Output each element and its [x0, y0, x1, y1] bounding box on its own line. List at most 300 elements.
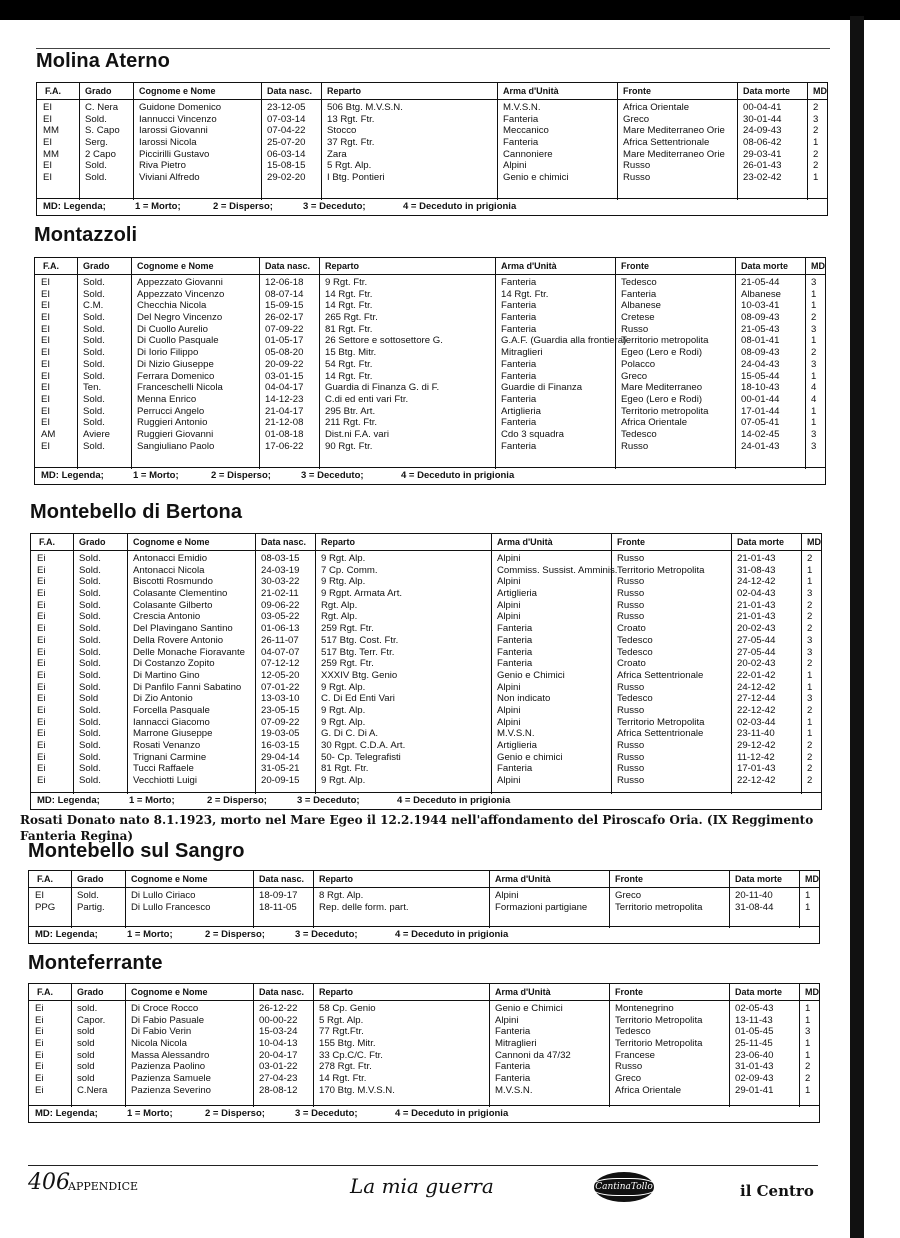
header-cell: Cognome e Nome	[139, 86, 216, 96]
column-reparto	[325, 277, 443, 452]
table-cell: Territorio Metropolita	[615, 1038, 703, 1050]
table-cell: EI	[41, 382, 51, 394]
table-cell: 14 Rgt. Ftr.	[325, 370, 373, 382]
table-cell: Serg.	[85, 137, 108, 149]
table-cell: Sold.	[83, 288, 105, 300]
table-cell: XXXIV Btg. Genio	[321, 669, 398, 681]
table-cell: Genio e Chimici	[497, 669, 565, 681]
header-cell: Data nasc.	[265, 261, 311, 271]
column-divider	[491, 534, 492, 794]
md-legend	[37, 198, 827, 215]
table-header	[29, 984, 819, 1001]
table-cell: Ei	[37, 740, 46, 751]
table-cell: Russo	[617, 588, 645, 600]
table-cell: M.V.S.N.	[497, 728, 535, 740]
legend-item: 4 = Deceduto in prigionia	[401, 470, 515, 481]
table-cell: EI	[41, 405, 51, 417]
table-cell: 10-04-13	[259, 1038, 298, 1050]
column-divider	[609, 871, 610, 928]
table-cell: Russo	[615, 1061, 643, 1073]
table-cell: 21-01-43	[737, 599, 776, 611]
table-cell: Alpini	[495, 1014, 519, 1026]
table-cell: Mitraglieri	[495, 1038, 537, 1050]
column-divider	[807, 83, 808, 200]
header-cell: Grado	[85, 86, 112, 96]
table-cell: Russo	[617, 763, 645, 775]
table-cell: 27-12-44	[737, 693, 776, 705]
table-cell: Ei	[35, 1014, 44, 1026]
table-cell: 517 Btg. Terr. Ftr.	[321, 646, 395, 658]
table-cell: 00-00-22	[259, 1014, 298, 1026]
table-cell: Sold.	[83, 393, 105, 405]
table-cell: 21-12-08	[265, 417, 304, 429]
table-cell: Iannucci Vincenzo	[139, 113, 217, 125]
header-cell: Arma d'Unità	[495, 987, 551, 997]
table-cell: Cdo 3 squadra	[501, 428, 564, 440]
table-cell: Fanteria	[503, 113, 539, 125]
table-cell: 3	[807, 693, 813, 705]
table-cell: 259 Rgt. Ftr.	[321, 658, 374, 670]
column-divider	[729, 984, 730, 1107]
table-cell: S. Capo	[85, 125, 120, 137]
table-cell: 08-09-43	[741, 312, 780, 324]
table-cell: 06-03-14	[267, 148, 306, 160]
table-cell: 02-03-44	[737, 716, 776, 728]
table-cell: Sold.	[79, 716, 101, 728]
table-cell: Fanteria	[497, 763, 533, 775]
table-cell: 08-01-41	[741, 335, 780, 347]
table-cell: Rgt. Alp.	[321, 611, 358, 623]
table-cell: Territorio Metropolita	[617, 564, 705, 576]
table-cell: Fanteria	[501, 300, 537, 312]
column-morte	[741, 277, 781, 452]
table-cell: 3	[807, 646, 813, 658]
table-cell: EI	[41, 323, 51, 335]
column-divider	[489, 984, 490, 1107]
column-arma	[501, 277, 626, 452]
table-cell: 04-04-17	[265, 382, 304, 394]
table-cell: Tedesco	[621, 277, 657, 288]
table-cell: Ei	[37, 693, 46, 705]
table-cell: Sold.	[79, 740, 101, 751]
table-cell: 29-02-20	[267, 172, 306, 184]
table-cell: Egeo (Lero e Rodi)	[621, 393, 703, 405]
table-cell: 2	[811, 312, 817, 324]
table-cell: 24-12-42	[737, 576, 776, 588]
table-cell: Artiglieria	[497, 740, 537, 751]
casualty-table	[28, 870, 820, 944]
table-cell: 10-03-41	[741, 300, 780, 312]
table-cell: 9 Rgt. Alp.	[321, 681, 366, 693]
column-reparto	[321, 553, 405, 787]
table-cell: 1	[811, 405, 817, 417]
column-divider	[131, 258, 132, 469]
header-cell: Data morte	[735, 987, 783, 997]
table-cell: Alpini	[495, 890, 519, 901]
column-arma	[495, 890, 587, 913]
column-grado	[85, 102, 120, 184]
legend-item: 3 = Deceduto;	[301, 470, 364, 481]
table-cell: Ei	[37, 564, 46, 576]
column-morte	[737, 553, 775, 787]
table-cell: 20-09-22	[265, 358, 304, 370]
header-cell: Data nasc.	[267, 86, 313, 96]
column-divider	[133, 83, 134, 200]
table-cell: 13-03-10	[261, 693, 300, 705]
md-legend	[35, 467, 825, 484]
page-number: 406	[28, 1170, 70, 1195]
table-cell: 1	[807, 728, 813, 740]
column-divider	[497, 83, 498, 200]
table-cell: Ei	[37, 681, 46, 693]
table-cell: Aviere	[83, 428, 111, 440]
table-cell: Iarossi Giovanni	[139, 125, 208, 137]
column-morte	[743, 102, 781, 184]
table-cell: Ei	[37, 623, 46, 635]
table-cell: 2	[807, 599, 813, 611]
header-cell: Cognome e Nome	[137, 261, 214, 271]
table-cell: 01-06-13	[261, 623, 300, 635]
column-divider	[489, 871, 490, 928]
table-cell: Africa Orientale	[621, 417, 688, 429]
table-cell: Sold.	[83, 370, 105, 382]
table-cell: 37 Rgt. Ftr.	[327, 137, 375, 149]
table-cell: 21-05-44	[741, 277, 780, 288]
table-cell: Viviani Alfredo	[139, 172, 200, 184]
table-cell: 26-11-07	[261, 634, 299, 646]
column-divider	[609, 984, 610, 1107]
table-cell: 54 Rgt. Ftr.	[325, 358, 373, 370]
table-cell: 278 Rgt. Ftr.	[319, 1061, 372, 1073]
table-cell: Albanese	[621, 300, 662, 312]
table-cell: Mitraglieri	[501, 347, 543, 359]
table-cell: Sangiuliano Paolo	[137, 440, 215, 452]
table-cell: 9 Rgt. Alp.	[321, 704, 366, 716]
legend-item: 2 = Disperso;	[205, 929, 265, 940]
table-cell: Fanteria	[495, 1073, 531, 1085]
table-cell: Pazienza Severino	[131, 1084, 211, 1096]
table-cell: 27-05-44	[737, 634, 776, 646]
table-cell: 20-02-43	[737, 658, 776, 670]
table-cell: Sold.	[79, 658, 101, 670]
table-cell: 2	[807, 553, 813, 564]
column-divider	[253, 871, 254, 928]
table-cell: Fanteria	[497, 646, 533, 658]
table-cell: 265 Rgt. Ftr.	[325, 312, 378, 324]
table-cell: 13 Rgt. Ftr.	[327, 113, 375, 125]
table-cell: 506 Btg. M.V.S.N.	[327, 102, 403, 113]
table-cell: Russo	[617, 553, 645, 564]
table-cell: 3	[805, 1026, 811, 1038]
table-cell: 1	[805, 1038, 811, 1050]
section-title: Montebello sul Sangro	[28, 840, 245, 862]
table-cell: EI	[43, 172, 53, 184]
header-cell: Fronte	[615, 987, 643, 997]
column-fa	[37, 553, 46, 787]
table-cell: Ei	[37, 751, 46, 763]
column-divider	[321, 83, 322, 200]
column-divider	[731, 534, 732, 794]
table-cell: 20-11-40	[735, 890, 773, 901]
header-cell: Grado	[83, 261, 110, 271]
table-cell: Delle Monache Fioravante	[133, 646, 245, 658]
header-cell: Arma d'Unità	[503, 86, 559, 96]
column-grado	[77, 1003, 107, 1097]
table-cell: Alpini	[497, 611, 521, 623]
table-cell: Russo	[617, 576, 645, 588]
column-nasc	[261, 553, 299, 787]
table-cell: 07-01-22	[261, 681, 300, 693]
table-cell: 03-01-22	[259, 1061, 298, 1073]
table-cell: 1	[805, 1049, 811, 1061]
table-cell: 50- Cp. Telegrafisti	[321, 751, 401, 763]
table-cell: Rosati Venanzo	[133, 740, 201, 751]
table-header	[37, 83, 827, 100]
legend-item: 2 = Disperso;	[213, 201, 273, 212]
table-cell: Crescia Antonio	[133, 611, 201, 623]
table-cell: 8 Rgt. Alp.	[319, 890, 364, 901]
table-cell: 14-02-45	[741, 428, 780, 440]
table-cell: G. Di C. Di A.	[321, 728, 379, 740]
legend-item: MD: Legenda;	[43, 201, 106, 212]
table-cell: 29-12-42	[737, 740, 776, 751]
table-cell: C.di ed enti vari Ftr.	[325, 393, 409, 405]
table-cell: Cannoniere	[503, 148, 553, 160]
table-cell: M.V.S.N.	[503, 102, 541, 113]
column-fa	[41, 277, 55, 452]
column-divider	[127, 534, 128, 794]
column-divider	[71, 984, 72, 1107]
table-cell: Sold.	[79, 728, 101, 740]
table-cell: Ei	[37, 658, 46, 670]
table-cell: 2	[807, 611, 813, 623]
table-cell: EI	[41, 288, 51, 300]
table-cell: Egeo (Lero e Rodi)	[621, 347, 703, 359]
cantina-tollo-logo	[594, 1172, 654, 1202]
header-cell: Fronte	[623, 86, 651, 96]
table-cell: Artiglieria	[501, 405, 541, 417]
header-cell: Arma d'Unità	[495, 874, 551, 884]
table-cell: 31-05-21	[261, 763, 300, 775]
table-cell: G.A.F. (Guardia alla frontiera)	[501, 335, 627, 347]
table-cell: 2	[807, 658, 813, 670]
table-cell: 211 Rgt. Ftr.	[325, 417, 378, 429]
table-cell: 14 Rgt. Ftr.	[319, 1073, 367, 1085]
table-cell: 2	[807, 763, 813, 775]
table-cell: EI	[41, 277, 51, 288]
table-cell: Marrone Giuseppe	[133, 728, 213, 740]
table-cell: Trignani Carmine	[133, 751, 207, 763]
table-cell: 2	[813, 125, 819, 137]
legend-item: 4 = Deceduto in prigionia	[397, 795, 511, 806]
table-cell: Territorio metropolita	[621, 335, 709, 347]
table-cell: Ei	[35, 1061, 44, 1073]
table-cell: 19-03-05	[261, 728, 300, 740]
table-cell: 24-03-19	[261, 564, 300, 576]
table-cell: Tucci Raffaele	[133, 763, 194, 775]
table-cell: Artiglieria	[497, 588, 537, 600]
table-cell: 155 Btg. Mitr.	[319, 1038, 376, 1050]
table-cell: 3	[807, 634, 813, 646]
table-cell: C.Nera	[77, 1084, 108, 1096]
table-cell: Guardia di Finanza G. di F.	[325, 382, 440, 394]
table-cell: 03-05-22	[261, 611, 300, 623]
table-cell: Croato	[617, 623, 646, 635]
column-divider	[729, 871, 730, 928]
column-arma	[497, 553, 617, 787]
header-cell: Fronte	[615, 874, 643, 884]
legend-item: 4 = Deceduto in prigionia	[395, 929, 509, 940]
table-cell: Del Negro Vincenzo	[137, 312, 223, 324]
table-cell: 2	[811, 347, 817, 359]
column-nome	[131, 890, 210, 913]
table-cell: Africa Orientale	[615, 1084, 682, 1096]
header-cell: Data morte	[741, 261, 789, 271]
legend-item: 1 = Morto;	[129, 795, 175, 806]
table-cell: AM	[41, 428, 56, 440]
table-cell: Di Cuollo Pasquale	[137, 335, 219, 347]
table-cell: Colasante Clementino	[133, 588, 228, 600]
table-cell: 2	[813, 102, 819, 113]
table-cell: 2	[807, 740, 813, 751]
table-cell: Guidone Domenico	[139, 102, 222, 113]
table-cell: Menna Enrico	[137, 393, 197, 405]
table-cell: Russo	[617, 681, 645, 693]
table-cell: Greco	[623, 113, 650, 125]
table-cell: Fanteria	[501, 440, 537, 452]
table-cell: Di Costanzo Zopito	[133, 658, 215, 670]
table-cell: Pazienza Paolino	[131, 1061, 206, 1073]
table-cell: Piccirilli Gustavo	[139, 148, 210, 160]
table-cell: 07-12-12	[261, 658, 300, 670]
legend-item: 1 = Morto;	[133, 470, 179, 481]
table-cell: 2	[807, 775, 813, 787]
header-cell: F.A.	[37, 987, 54, 997]
table-cell: Non indicato	[497, 693, 551, 705]
table-cell: 07-03-14	[267, 113, 306, 125]
header-cell: Reparto	[319, 874, 354, 884]
column-divider	[79, 83, 80, 200]
table-cell: Massa Alessandro	[131, 1049, 210, 1061]
table-cell: Rgt. Alp.	[321, 599, 358, 611]
table-cell: Biscotti Rosmundo	[133, 576, 213, 588]
column-divider	[71, 871, 72, 928]
table-cell: 29-04-14	[261, 751, 300, 763]
table-cell: 3	[807, 588, 813, 600]
table-cell: Iarossi Nicola	[139, 137, 197, 149]
table-cell: Stocco	[327, 125, 357, 137]
table-cell: 9 Rgt. Alp.	[321, 553, 366, 564]
table-cell: Fanteria	[495, 1026, 531, 1038]
table-cell: Ei	[35, 1003, 44, 1014]
table-cell: 3	[811, 440, 817, 452]
column-divider	[259, 258, 260, 469]
table-cell: 18-10-43	[741, 382, 780, 394]
table-cell: 04-07-07	[261, 646, 300, 658]
header-cell: F.A.	[45, 86, 62, 96]
table-cell: Appezzato Vincenzo	[137, 288, 225, 300]
table-cell: Tedesco	[621, 428, 657, 440]
table-cell: 81 Rgt. Ftr.	[321, 763, 369, 775]
table-cell: Tedesco	[617, 634, 653, 646]
column-fronte	[615, 1003, 702, 1097]
table-cell: 20-04-17	[259, 1049, 298, 1061]
table-cell: Ruggieri Giovanni	[137, 428, 214, 440]
table-cell: Sold.	[79, 553, 101, 564]
table-cell: 7 Cp. Comm.	[321, 564, 378, 576]
newspaper-name: il Centro	[740, 1182, 814, 1200]
table-cell: 09-06-22	[261, 599, 300, 611]
table-cell: Alpini	[497, 716, 521, 728]
table-cell: 3	[811, 323, 817, 335]
table-cell: Alpini	[497, 704, 521, 716]
table-cell: 2	[805, 1061, 811, 1073]
header-cell: Cognome e Nome	[131, 874, 208, 884]
table-cell: M.V.S.N.	[495, 1084, 533, 1096]
table-cell: 17-06-22	[265, 440, 304, 452]
table-cell: C.M.	[83, 300, 104, 312]
table-cell: Ei	[35, 1084, 44, 1096]
table-cell: 14-12-23	[265, 393, 304, 405]
column-nome	[139, 102, 221, 184]
table-cell: EI	[41, 300, 51, 312]
table-cell: Sold.	[83, 358, 105, 370]
table-cell: Del Plavingano Santino	[133, 623, 233, 635]
column-md	[811, 277, 816, 452]
column-grado	[79, 553, 101, 787]
table-cell: Di Lullo Francesco	[131, 901, 211, 913]
table-cell: Sold.	[79, 751, 101, 763]
table-cell: 1	[805, 890, 811, 901]
table-cell: Sold.	[83, 335, 105, 347]
legend-item: 3 = Deceduto;	[297, 795, 360, 806]
column-divider	[261, 83, 262, 200]
table-cell: Commiss. Sussist. Amminis.	[497, 564, 618, 576]
table-cell: 1	[807, 716, 813, 728]
section-title: Molina Aterno	[36, 50, 170, 72]
table-cell: Sold.	[79, 634, 101, 646]
legend-item: MD: Legenda;	[35, 1108, 98, 1119]
table-cell: Fanteria	[497, 623, 533, 635]
table-cell: 00-04-41	[743, 102, 782, 113]
header-cell: Fronte	[617, 537, 645, 547]
table-cell: 81 Rgt. Ftr.	[325, 323, 373, 335]
table-cell: 170 Btg. M.V.S.N.	[319, 1084, 395, 1096]
table-cell: Fanteria	[501, 370, 537, 382]
table-cell: Di Iorio Filippo	[137, 347, 199, 359]
column-divider	[495, 258, 496, 469]
table-cell: 26-01-43	[743, 160, 782, 172]
column-reparto	[327, 102, 403, 184]
table-cell: Cannoni da 47/32	[495, 1049, 571, 1061]
table-cell: Genio e Chimici	[495, 1003, 563, 1014]
table-cell: 2	[807, 623, 813, 635]
table-cell: 21-05-43	[741, 323, 780, 335]
table-cell: Fanteria	[497, 634, 533, 646]
table-cell: Cretese	[621, 312, 655, 324]
table-cell: Vecchiotti Luigi	[133, 775, 197, 787]
table-cell: Ei	[37, 669, 46, 681]
table-cell: 02-04-43	[737, 588, 776, 600]
table-cell: Appezzato Giovanni	[137, 277, 223, 288]
table-cell: Di Martino Gino	[133, 669, 200, 681]
table-cell: Meccanico	[503, 125, 549, 137]
column-nasc	[265, 277, 303, 452]
table-cell: 20-02-43	[737, 623, 776, 635]
table-cell: EI	[41, 370, 51, 382]
table-cell: Di Croce Rocco	[131, 1003, 199, 1014]
legend-item: 2 = Disperso;	[205, 1108, 265, 1119]
